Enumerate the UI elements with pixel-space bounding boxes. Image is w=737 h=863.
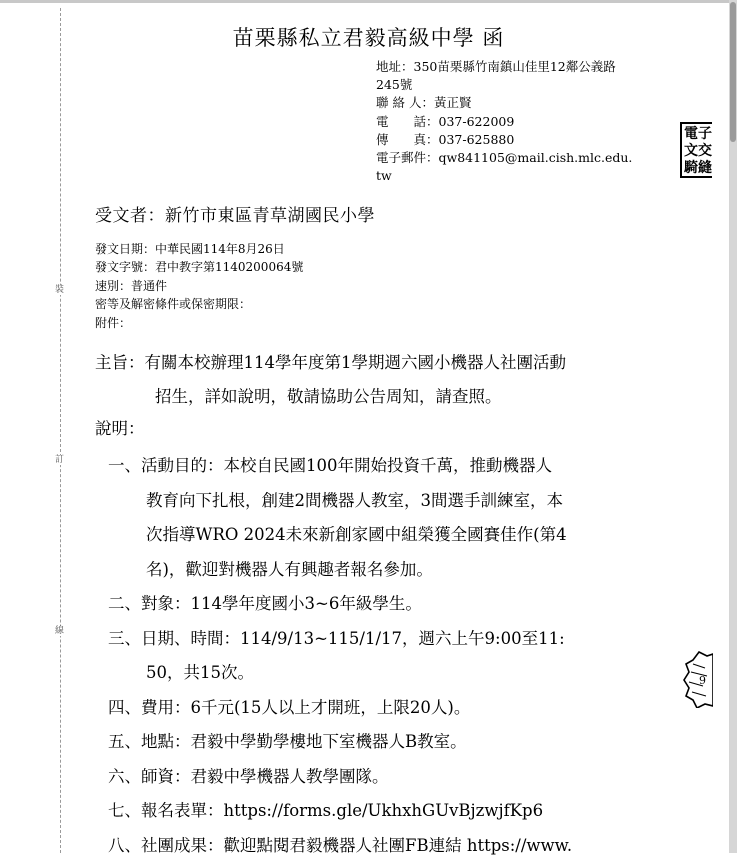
delivery-speed: 速別：普通件 <box>95 277 303 295</box>
explanation-item <box>108 449 668 587</box>
binding-mark-xian: 線 <box>55 626 64 636</box>
attachment: 附件： <box>95 314 303 332</box>
issue-date: 發文日期：中華民國114年8月26日 <box>95 240 303 258</box>
seal-icon <box>683 650 713 708</box>
item-line: 一、活動目的：本校自民國100年開始投資千萬，推動機器人 <box>108 449 668 484</box>
viewer-top-edge <box>0 0 737 3</box>
binding-mark-zhuang: 裝 <box>55 285 64 295</box>
subject <box>95 346 655 414</box>
item-line: 五、地點：君毅中學勤學樓地下室機器人B教室。 <box>108 725 668 760</box>
item-line: 教育向下扎根，創建2間機器人教室，3間選手訓練室，本 <box>108 484 668 519</box>
item-line: 四、費用：6千元(15人以上才開班，上限20人)。 <box>108 691 668 726</box>
vertical-scrollbar[interactable] <box>729 0 737 853</box>
address-line-2: 245號 <box>376 76 656 94</box>
item-line: 二、對象：114學年度國小3~6年級學生。 <box>108 587 668 622</box>
binding-line <box>60 8 61 853</box>
secrecy-level: 密等及解密條件或保密期限： <box>95 295 303 313</box>
item-line: 六、師資：君毅中學機器人教學團隊。 <box>108 760 668 795</box>
stamp-row-1: 電子 <box>684 126 712 143</box>
subject-line-1: 主旨：有關本校辦理114學年度第1學期週六國小機器人社團活動 <box>95 346 655 380</box>
document-number: 發文字號：君中教字第1140200064號 <box>95 258 303 276</box>
binding-mark-ding: 訂 <box>55 455 64 465</box>
item-line: 50，共15次。 <box>108 656 668 691</box>
explanation-item <box>108 794 668 829</box>
email-line-1: 電子郵件：qw841105@mail.cish.mlc.edu. <box>376 149 656 167</box>
subject-line-2: 招生，詳如說明，敬請協助公告周知，請查照。 <box>95 380 655 414</box>
item-line: 名)，歡迎對機器人有興趣者報名參加。 <box>108 553 668 588</box>
recipient: 受文者：新竹市東區青草湖國民小學 <box>95 201 375 226</box>
club-results-link[interactable]: 八、社團成果：歡迎點閱君毅機器人社團FB連結 https://www. <box>108 829 668 863</box>
explanation-item <box>108 587 668 622</box>
registration-form-link[interactable]: 七、報名表單：https://forms.gle/UkhxhGUvBjzwjfKp6 <box>108 794 668 829</box>
address-line-1: 地址：350苗栗縣竹南鎮山佳里12鄰公義路 <box>376 58 656 76</box>
document-title: 苗栗縣私立君毅高級中學 函 <box>0 22 737 52</box>
explanation-item <box>108 622 668 691</box>
contact-block <box>376 58 656 185</box>
explanation-item <box>108 691 668 726</box>
electronic-exchange-stamp <box>680 122 712 178</box>
phone: 電 話：037-622009 <box>376 113 656 131</box>
explanation-item <box>108 829 668 863</box>
contact-person: 聯 絡 人：黃正賢 <box>376 94 656 112</box>
seal-label: 9 <box>699 674 706 687</box>
explanation-item <box>108 725 668 760</box>
email-line-2: tw <box>376 167 656 185</box>
item-line: 三、日期、時間：114/9/13~115/1/17，週六上午9:00至11: <box>108 622 668 657</box>
explanation-label: 說明： <box>95 415 145 439</box>
explanation-item <box>108 760 668 795</box>
explanation-items <box>108 449 668 863</box>
stamp-row-2: 文交 <box>684 143 712 160</box>
document-meta <box>95 240 303 332</box>
fax: 傳 真：037-625880 <box>376 131 656 149</box>
item-line: 次指導WRO 2024未來新創家國中組榮獲全國賽佳作(第4 <box>108 518 668 553</box>
stamp-row-3: 騎縫 <box>684 160 712 177</box>
